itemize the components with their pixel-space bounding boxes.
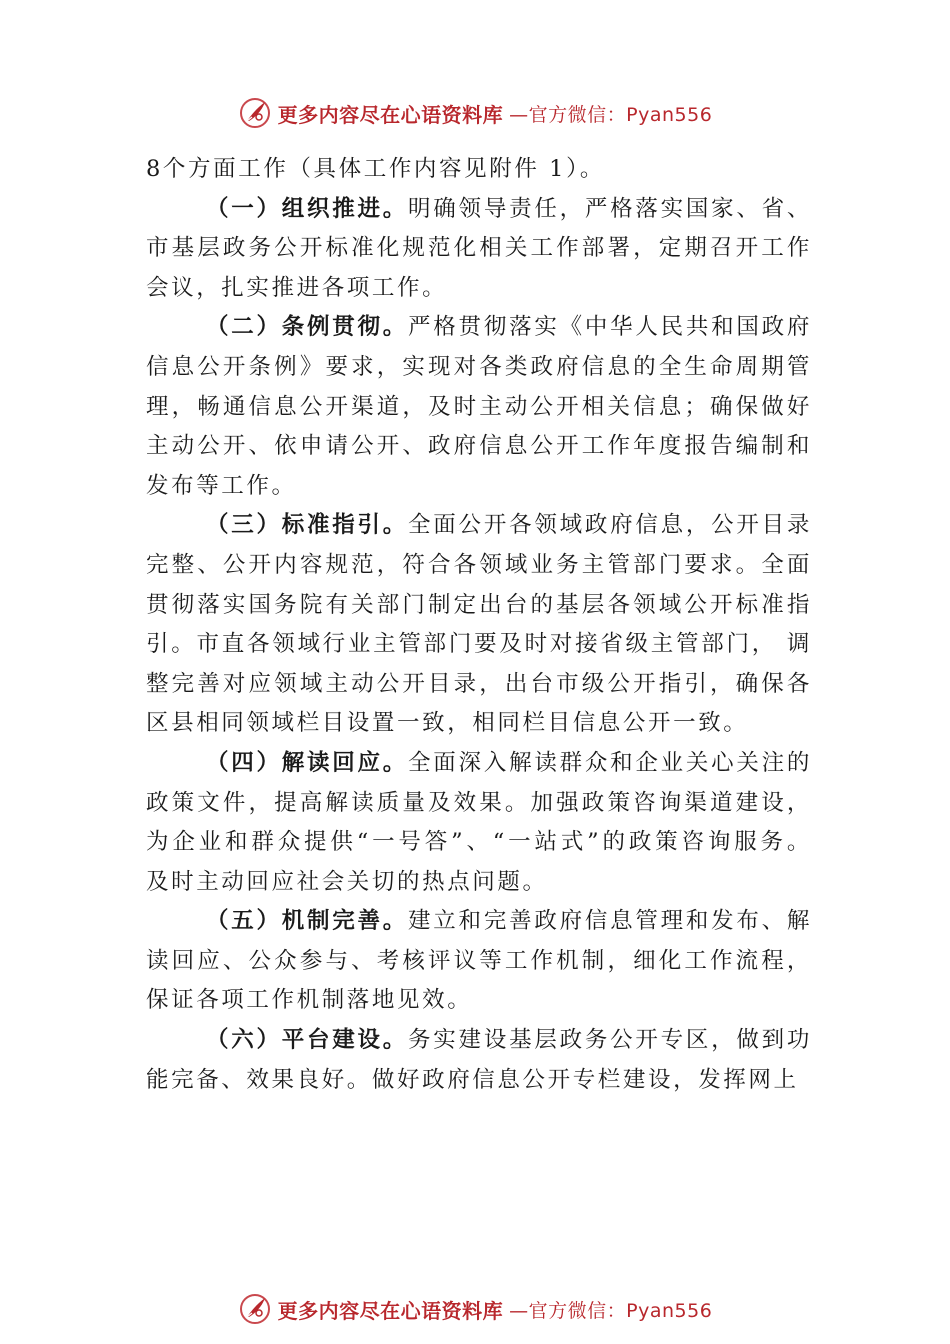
quill-logo-icon — [238, 96, 272, 130]
section-4 — [146, 744, 812, 902]
section-4-heading: （四）解读回应。 — [206, 749, 409, 776]
quill-logo-icon — [238, 1292, 272, 1326]
section-3-heading: （三）标准指引。 — [206, 512, 409, 539]
section-6-body: 务实建设基层政务公开专区，做到功能完备、效果良好。做好政府信息公开专栏建设，发挥网上 — [146, 1027, 812, 1093]
section-3 — [146, 506, 812, 744]
section-2-heading: （二）条例贯彻。 — [206, 314, 409, 341]
section-2-body: 严格贯彻落实《中华人民共和国政府信息公开条例》要求，实现对各类政府信息的全生命周期管理，畅通信息公开渠道，及时主动公开相关信息；确保做好主动公开、依申请公开、政府信息公开工作年度报告编制和发布等工作。 — [146, 314, 812, 499]
section-1 — [146, 190, 812, 309]
header-watermark — [0, 93, 950, 133]
section-4-body: 全面深入解读群众和企业关心关注的政策文件，提高解读质量及效果。加强政策咨询渠道建设， 为企业和群众提供“一号答”、“一站式”的政策咨询服务。 及时主动回应社会关切的热点问题。 — [146, 749, 812, 895]
section-5-heading: （五）机制完善。 — [206, 908, 409, 935]
section-1-body: 明确领导责任，严格落实国家、省、市基层政务公开标准化规范化相关工作部署，定期召开工作会议，扎实推进各项工作。 — [146, 195, 812, 301]
section-6 — [146, 1021, 812, 1100]
watermark-suffix-text: —官方微信：Pyan556 — [509, 1299, 713, 1322]
footer-watermark — [0, 1289, 950, 1329]
section-5 — [146, 902, 812, 1021]
watermark-suffix-text: —官方微信：Pyan556 — [509, 103, 713, 126]
document-body — [146, 150, 812, 1100]
intro-paragraph: 8个方面工作（具体工作内容见附件 1）。 — [146, 156, 606, 182]
section-2 — [146, 308, 812, 506]
section-5-body: 建立和完善政府信息管理和发布、解读回应、公众参与、考核评议等工作机制，细化工作流程， 保证各项工作机制落地见效。 — [146, 908, 812, 1014]
watermark-main-text: 更多内容尽在心语资料库 — [277, 1298, 504, 1323]
section-6-heading: （六）平台建设。 — [206, 1027, 409, 1054]
section-3-body: 全面公开各领域政府信息，公开目录完整、公开内容规范，符合各领域业务主管部门要求。全面贯彻落实国务院有关部门制定出台的基层各领域公开标准指引。市直各领域行业主管部门要及时对接省级主管部门， 调整完善对应领域主动公开目录，出台市级公开指引，确保各区县相同领域栏目设置一致，相同栏目信息公开一致。 — [146, 512, 812, 737]
watermark-main-text: 更多内容尽在心语资料库 — [277, 102, 504, 127]
section-1-heading: （一）组织推进。 — [206, 195, 409, 222]
